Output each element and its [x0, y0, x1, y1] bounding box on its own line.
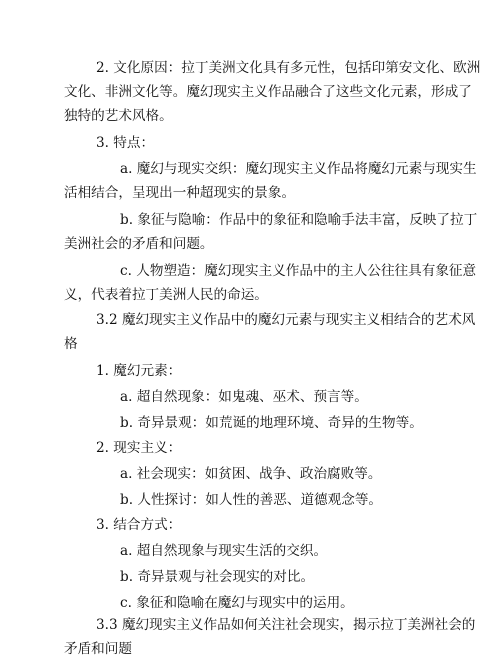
- body-line: 格: [64, 336, 78, 352]
- body-line: a. 社会现实：如贫困、战争、政治腐败等。: [120, 466, 382, 482]
- body-line: 矛盾和问题: [64, 641, 132, 657]
- body-line: a. 超自然现象：如鬼魂、巫术、预言等。: [120, 389, 368, 405]
- body-line: 美洲社会的矛盾和问题。: [64, 236, 214, 252]
- body-line: b. 奇异景观与社会现实的对比。: [120, 569, 315, 585]
- body-line: 独特的艺术风格。: [64, 108, 173, 124]
- body-line: a. 超自然现象与现实生活的交织。: [120, 543, 328, 559]
- body-line: c. 象征和隐喻在魔幻与现实中的运用。: [120, 595, 354, 611]
- body-line: 文化、非洲文化等。魔幻现实主义作品融合了这些文化元素，形成了: [64, 84, 472, 100]
- body-line: 2. 现实主义：: [96, 440, 182, 456]
- body-line: 3.2 魔幻现实主义作品中的魔幻元素与现实主义相结合的艺术风: [96, 312, 476, 328]
- body-line: a. 魔幻与现实交织：魔幻现实主义作品将魔幻元素与现实生: [120, 161, 477, 177]
- body-line: 3.3 魔幻现实主义作品如何关注社会现实，揭示拉丁美洲社会的: [96, 617, 476, 633]
- body-line: 活相结合，呈现出一种超现实的景象。: [64, 185, 296, 201]
- body-line: 3. 特点：: [96, 135, 155, 151]
- body-line: b. 象征与隐喻：作品中的象征和隐喻手法丰富，反映了拉丁: [120, 212, 478, 228]
- body-line: 义，代表着拉丁美洲人民的命运。: [64, 287, 268, 303]
- body-line: c. 人物塑造：魔幻现实主义作品中的主人公往往具有象征意: [120, 263, 477, 279]
- body-line: 1. 魔幻元素：: [96, 363, 182, 379]
- body-line: b. 奇异景观：如荒诞的地理环境、奇异的生物等。: [120, 415, 423, 431]
- body-line: 3. 结合方式：: [96, 517, 182, 533]
- body-line: 2. 文化原因：拉丁美洲文化具有多元性，包括印第安文化、欧洲: [96, 60, 481, 76]
- body-line: b. 人性探讨：如人性的善恶、道德观念等。: [120, 492, 383, 508]
